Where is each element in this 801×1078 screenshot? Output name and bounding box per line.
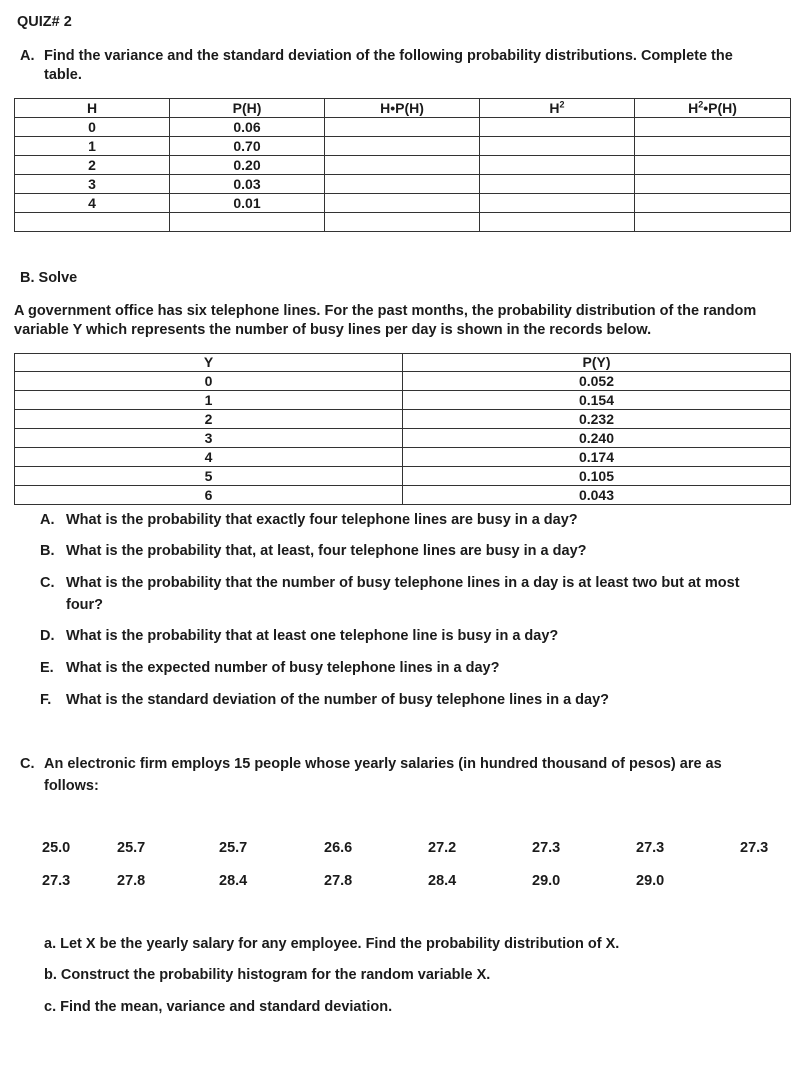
cell-h: 2: [15, 156, 170, 175]
part-c-problem-line2: follows:: [44, 778, 99, 794]
question-letter: A.: [40, 512, 55, 528]
cell-h2: [480, 213, 635, 232]
table-row: [15, 156, 791, 175]
cell-h-ph: [325, 118, 480, 137]
header-h-squared: [480, 99, 635, 118]
header-py: P(Y): [403, 354, 791, 372]
cell-h2: [480, 118, 635, 137]
cell-y: 4: [15, 448, 403, 467]
task-c: c. Find the mean, variance and standard deviation.: [44, 999, 393, 1015]
part-b-table: [14, 353, 791, 505]
salary-value: 27.3: [740, 840, 769, 856]
question-c: [40, 575, 740, 591]
table-row: [15, 410, 791, 429]
question-c-continuation: four?: [66, 597, 104, 613]
header-h2-base: H: [688, 100, 699, 116]
cell-h-ph: [325, 213, 480, 232]
cell-y: 0: [15, 372, 403, 391]
cell-h-ph: [325, 175, 480, 194]
table-row: [15, 175, 791, 194]
cell-h2: [480, 156, 635, 175]
cell-y: 3: [15, 429, 403, 448]
header-h-squared-base: H: [549, 100, 560, 116]
cell-ph: 0.70: [170, 137, 325, 156]
task-a: a. Let X be the yearly salary for any employee. Find the probability distribution of X.: [44, 936, 620, 952]
part-b-label: B. Solve: [20, 270, 78, 286]
question-text: What is the standard deviation of the number of busy telephone lines in a day?: [66, 692, 610, 708]
part-a-table: [14, 98, 791, 232]
cell-py: 0.174: [403, 448, 791, 467]
cell-ph: 0.03: [170, 175, 325, 194]
salary-value: 28.4: [428, 873, 457, 889]
cell-h: [15, 213, 170, 232]
salary-value: 27.2: [428, 840, 457, 856]
salary-value: 25.7: [219, 840, 248, 856]
header-y: Y: [15, 354, 403, 372]
cell-ph: 0.06: [170, 118, 325, 137]
table-row: [15, 118, 791, 137]
header-h2-exponent: 2: [698, 99, 704, 110]
question-a: [40, 512, 578, 528]
quiz-title: QUIZ# 2: [17, 14, 72, 30]
salary-value: 27.3: [532, 840, 561, 856]
question-b: [40, 543, 587, 559]
salary-value: 25.7: [117, 840, 146, 856]
cell-ph: 0.01: [170, 194, 325, 213]
table-row: [15, 486, 791, 505]
cell-h2-ph: [635, 137, 791, 156]
salary-value: 27.8: [324, 873, 353, 889]
cell-h2-ph: [635, 156, 791, 175]
table-row: [15, 372, 791, 391]
task-b: b. Construct the probability histogram for the random variable X.: [44, 967, 491, 983]
header-h-ph: H•P(H): [325, 99, 480, 118]
salary-value: 26.6: [324, 840, 353, 856]
part-a-instruction-line2: table.: [44, 67, 82, 83]
header-ph: P(H): [170, 99, 325, 118]
salary-value: 29.0: [636, 873, 665, 889]
cell-y: 1: [15, 391, 403, 410]
question-text: What is the probability that, at least, four telephone lines are busy in a day?: [66, 543, 587, 559]
question-f: [40, 692, 609, 708]
table-row: [15, 137, 791, 156]
cell-py: 0.105: [403, 467, 791, 486]
question-letter: F.: [40, 692, 52, 708]
cell-h2-ph: [635, 118, 791, 137]
cell-h-ph: [325, 137, 480, 156]
cell-h-ph: [325, 156, 480, 175]
question-d: [40, 628, 558, 644]
question-letter: B.: [40, 543, 55, 559]
cell-ph: 0.20: [170, 156, 325, 175]
cell-h2-ph: [635, 175, 791, 194]
cell-h2: [480, 194, 635, 213]
question-letter: C.: [40, 575, 55, 591]
cell-h2: [480, 137, 635, 156]
part-b-problem-line1: A government office has six telephone lines. For the past months, the probability distribution of the random: [14, 303, 757, 319]
cell-h: 3: [15, 175, 170, 194]
header-h: H: [15, 99, 170, 118]
part-c-label: C.: [20, 756, 35, 772]
table-row: [15, 194, 791, 213]
cell-py: 0.232: [403, 410, 791, 429]
table-row: [15, 391, 791, 410]
cell-ph: [170, 213, 325, 232]
part-a-instruction-line1: Find the variance and the standard deviation of the following probability distributions. Complete the: [44, 48, 733, 64]
salary-value: 25.0: [42, 840, 71, 856]
salary-value: 27.3: [42, 873, 71, 889]
question-letter: E.: [40, 660, 54, 676]
salary-value: 27.3: [636, 840, 665, 856]
cell-y: 2: [15, 410, 403, 429]
question-letter: D.: [40, 628, 55, 644]
cell-y: 5: [15, 467, 403, 486]
salary-value: 27.8: [117, 873, 146, 889]
part-b-table-header-row: [15, 354, 791, 372]
question-text: What is the expected number of busy telephone lines in a day?: [66, 660, 500, 676]
cell-py: 0.052: [403, 372, 791, 391]
header-h-squared-ph: [635, 99, 791, 118]
cell-h-ph: [325, 194, 480, 213]
part-a-table-header-row: [15, 99, 791, 118]
question-text: What is the probability that the number of busy telephone lines in a day is at least two but at most: [66, 575, 740, 591]
cell-py: 0.240: [403, 429, 791, 448]
cell-h: 0: [15, 118, 170, 137]
part-a-label: A.: [20, 48, 35, 64]
salary-value: 28.4: [219, 873, 248, 889]
part-c-problem-line1: An electronic firm employs 15 people whose yearly salaries (in hundred thousand of pesos) are as: [44, 756, 722, 772]
cell-h2: [480, 175, 635, 194]
question-e: [40, 660, 499, 676]
cell-h2-ph: [635, 213, 791, 232]
question-text: What is the probability that at least one telephone line is busy in a day?: [66, 628, 559, 644]
cell-y: 6: [15, 486, 403, 505]
salary-value: 29.0: [532, 873, 561, 889]
cell-h: 4: [15, 194, 170, 213]
table-row: [15, 467, 791, 486]
cell-py: 0.043: [403, 486, 791, 505]
table-row: [15, 448, 791, 467]
table-row: [15, 429, 791, 448]
header-h2-ph-suffix: •P(H): [703, 100, 737, 116]
question-text: What is the probability that exactly four telephone lines are busy in a day?: [66, 512, 578, 528]
part-b-problem-line2: variable Y which represents the number of busy lines per day is shown in the records below.: [14, 322, 652, 338]
table-row: [15, 213, 791, 232]
header-h-squared-exponent: 2: [559, 99, 565, 110]
cell-h2-ph: [635, 194, 791, 213]
cell-py: 0.154: [403, 391, 791, 410]
cell-h: 1: [15, 137, 170, 156]
